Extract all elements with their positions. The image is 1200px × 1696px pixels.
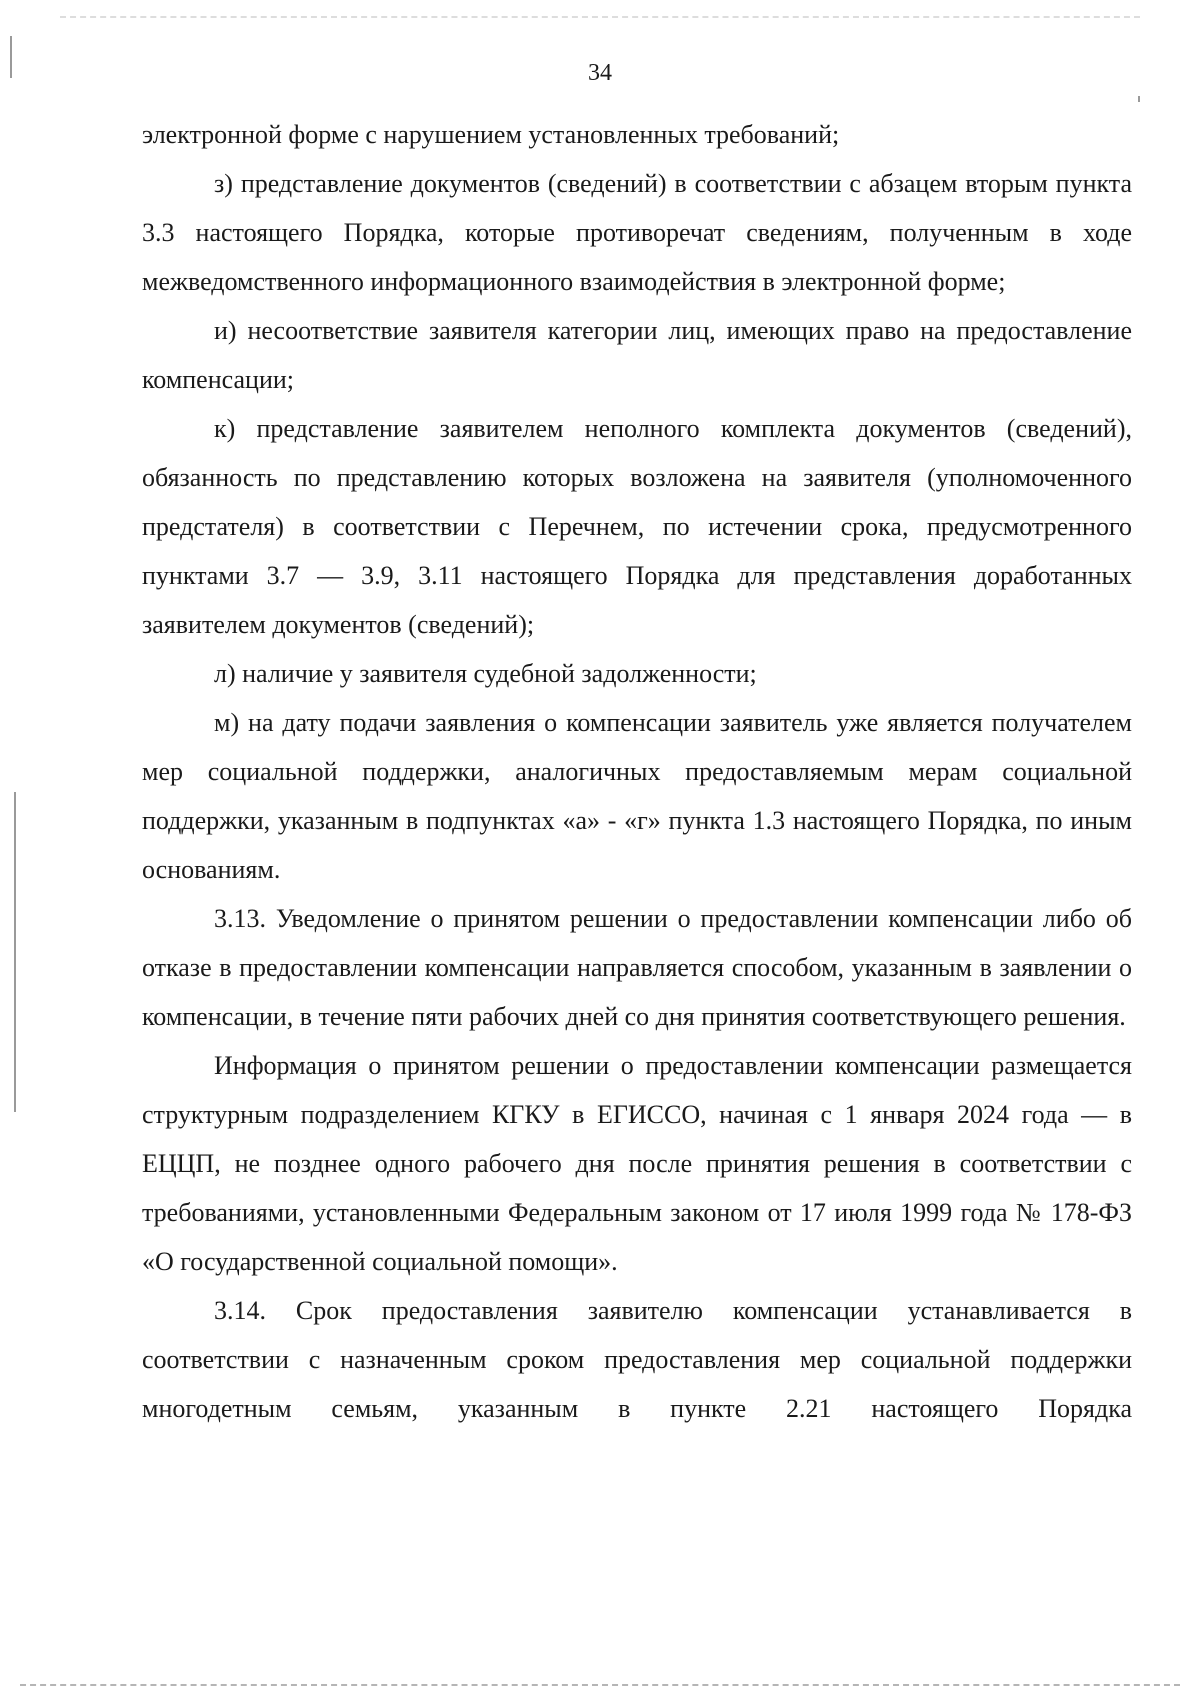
paragraph-item-z: з) представление документов (сведений) в соответствии с абзацем вторым пункта 3.3 настоящего Порядка, которые противоречат сведениям, полученным в ходе межведомственного информационного взаимодействия в электронной форме;	[142, 169, 1132, 296]
paragraph-item-m: м) на дату подачи заявления о компенсации заявитель уже является получателем мер социальной поддержки, аналогичных предоставляемым мерам социальной поддержки, указанным в подпунктах «а» - «г» пункта 1.3 настоящего Порядка, по иным основаниям.	[142, 708, 1132, 884]
page-number: 34	[588, 60, 612, 86]
paragraph-continuation: электронной форме с нарушением установленных требований;	[142, 120, 840, 149]
paragraph-item-i: и) несоответствие заявителя категории лиц, имеющих право на предоставление компенсации;	[142, 316, 1132, 394]
scan-top-dashes	[60, 16, 1140, 18]
scan-edge-mark	[14, 792, 16, 1112]
document-body	[142, 110, 1132, 1433]
paragraph-section-3-13: 3.13. Уведомление о принятом решении о предоставлении компенсации либо об отказе в предоставлении компенсации направляется способом, указанным в заявлении о компенсации, в течение пяти рабочих дней со дня принятия соответствующего решения.	[142, 904, 1132, 1031]
paragraph-item-l: л) наличие у заявителя судебной задолженности;	[214, 659, 757, 688]
paragraph-item-k: к) представление заявителем неполного комплекта документов (сведений), обязанность по представлению которых возложена на заявителя (уполномоченного предстателя) в соответствии с Перечнем, по истечении срока, предусмотренного пунктами 3.7 — 3.9, 3.11 настоящего Порядка для представления доработанных заявителем документов (сведений);	[142, 414, 1132, 639]
paragraph-information: Информация о принятом решении о предоставлении компенсации размещается структурным подразделением КГКУ в ЕГИССО, начиная с 1 января 2024 года — в ЕЦЦП, не позднее одного рабочего дня после принятия решения в соответствии с требованиями, установленными Федеральным законом от 17 июля 1999 года № 178-ФЗ «О государственной социальной помощи».	[142, 1051, 1132, 1276]
paragraph-section-3-14: 3.14. Срок предоставления заявителю компенсации устанавливается в соответствии с назначенным сроком предоставления мер социальной поддержки многодетным семьям, указанным в пункте 2.21 настоящего Порядка	[142, 1296, 1132, 1423]
scan-bottom-dashes	[20, 1684, 1180, 1686]
scan-edge-mark	[1138, 96, 1140, 102]
